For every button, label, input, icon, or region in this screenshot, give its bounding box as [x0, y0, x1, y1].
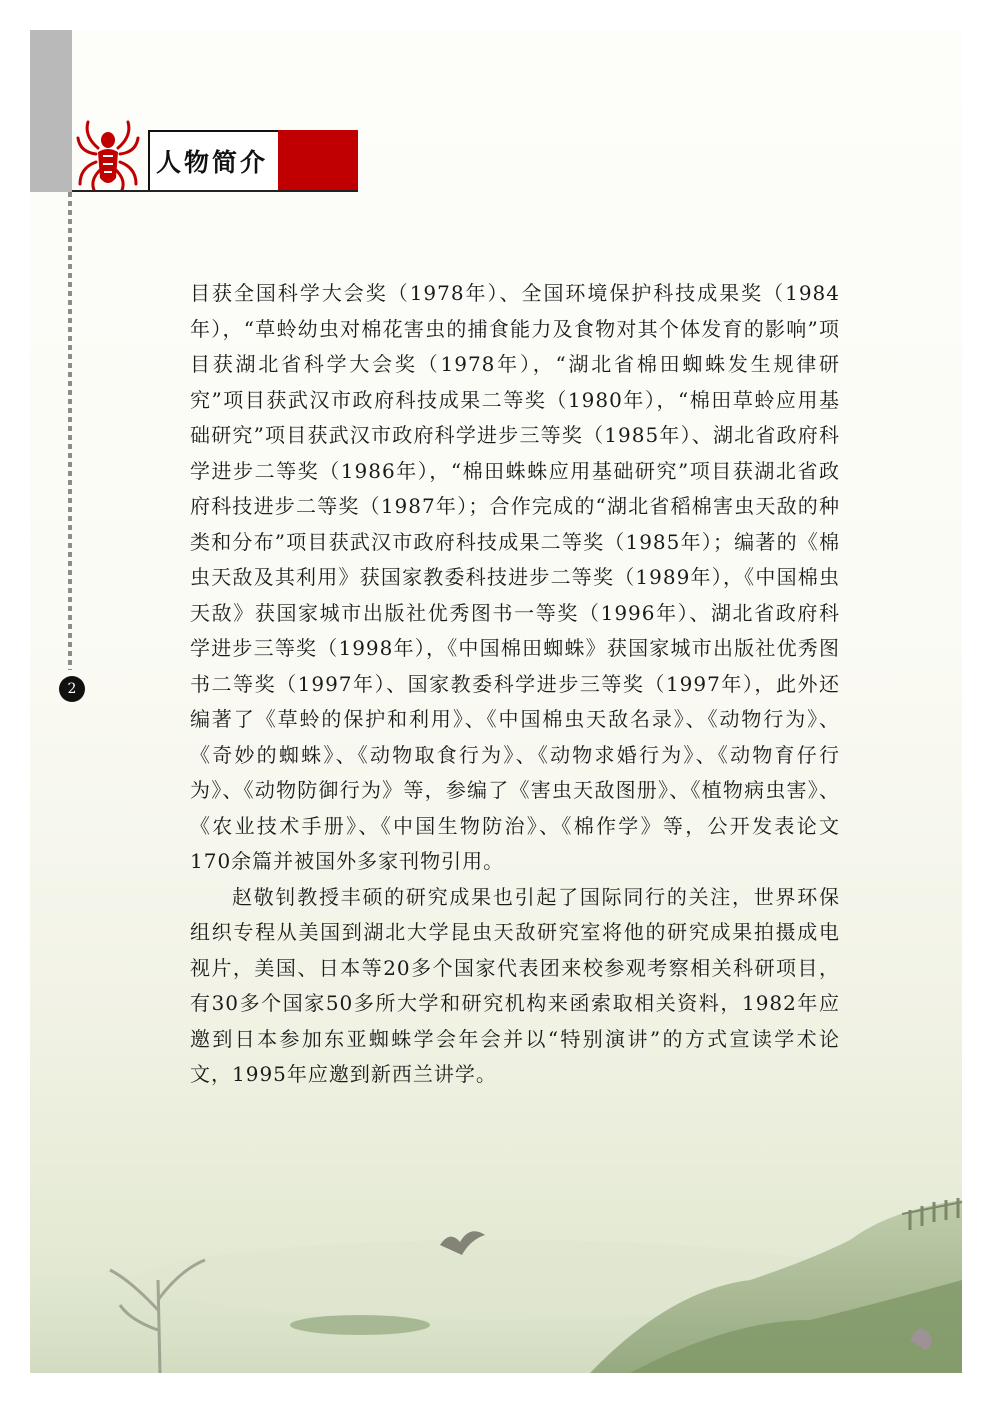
margin-dotted-line [68, 192, 72, 670]
spider-icon [76, 118, 140, 192]
header-gray-bar [30, 30, 72, 192]
paragraph: 赵敬钊教授丰硕的研究成果也引起了国际同行的关注，世界环保组织专程从美国到湖北大学昆虫天敌研究室将他的研究成果拍摄成电视片，美国、日本等20多个国家代表团来校参观考察相关科研项目，有30多个国家50多所大学和研究机构来函索取相关资料，1982年应邀到日本参加东亚蜘蛛学会年会并以“特别演讲”的方式宣读学术论文，1995年应邀到新西兰讲学。 [190, 884, 840, 1086]
article-body [190, 276, 840, 1093]
ink-landscape-illustration [30, 1130, 962, 1373]
title-red-block [278, 130, 358, 192]
paragraph: 目获全国科学大会奖（1978年）、全国环境保护科技成果奖（1984年），“草蛉幼虫对棉花害虫的捕食能力及食物对其个体发育的影响”项目获湖北省科学大会奖（1978年），“湖北省棉田蜘蛛发生规律研究”项目获武汉市政府科技成果二等奖（1980年），“棉田草蛉应用基础研究”项目获武汉市政府科学进步三等奖（1985年）、湖北省政府科学进步二等奖（1986年），“棉田蛛蛛应用基础研究”项目获湖北省政府科技进步二等奖（1987年）；合作完成的“湖北省稻棉害虫天敌的种类和分布”项目获武汉市政府科技成果二等奖（1985年）；编著的《棉虫天敌及其利用》获国家教委科技进步二等奖（1989年），《中国棉虫天敌》获国家城市出版社优秀图书一等奖（1996年）、湖北省政府科学进步三等奖（1998年），《中国棉田蜘蛛》获国家城市出版社优秀图书二等奖（1997年）、国家教委科学进步三等奖（1997年），此外还编著了《草蛉的保护和利用》、《中国棉虫天敌名录》、《动物行为》、《奇妙的蜘蛛》、《动物取食行为》、《动物求婚行为》、《动物育仔行为》、《动物防御行为》等，参编了《害虫天敌图册》、《植物病虫害》、《农业技术手册》、《中国生物防治》、《棉作学》等，公开发表论文170余篇并被国外多家刊物引用。 [190, 281, 840, 873]
section-title: 人物简介 [156, 148, 269, 177]
section-title-box [148, 130, 278, 190]
page-number: 2 [59, 676, 85, 702]
title-underline [72, 190, 358, 192]
